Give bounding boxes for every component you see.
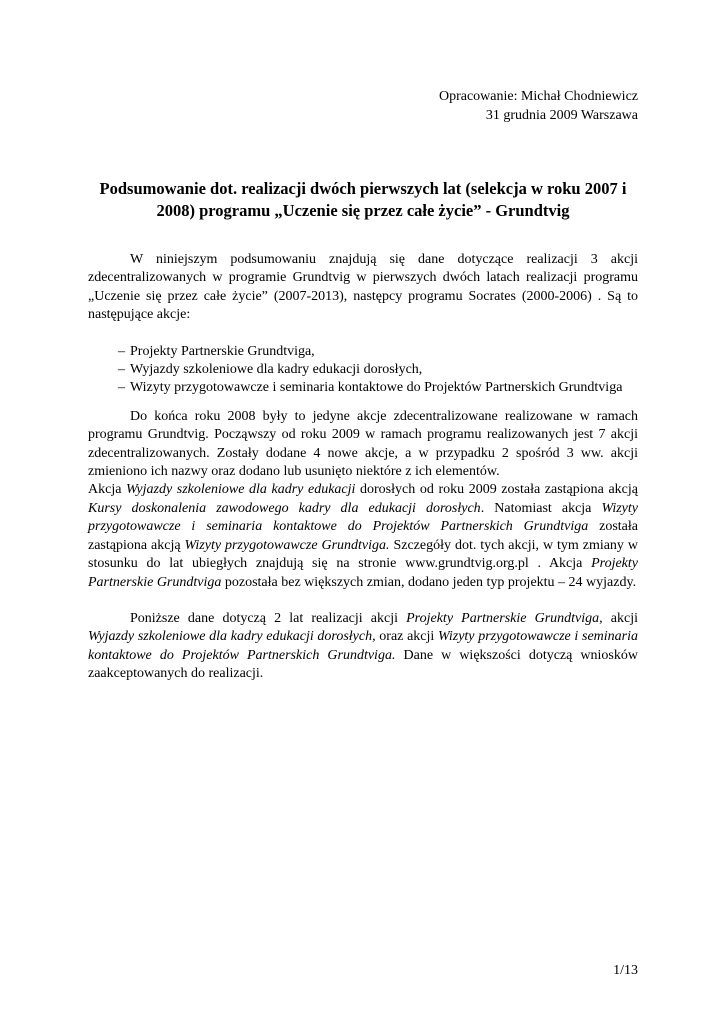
italic-action-name: Wizyty przygotowawcze i seminaria kontaktowe do Projektów Partnerskich Grundtviga. bbox=[88, 629, 639, 663]
text-run: akcji bbox=[602, 610, 638, 626]
text-run: Poniższe dane dotyczą 2 lat realizacji akcji bbox=[130, 610, 407, 626]
italic-action-name: Projekty Partnerskie Grundtviga bbox=[88, 556, 638, 590]
italic-action-name: Wizyty przygotowawcze Grundtviga. bbox=[184, 537, 390, 553]
data-scope-paragraph bbox=[88, 610, 638, 684]
text-run: pozostała bez większych zmian, dodano jeden typ projektu – 24 wyjazdy. bbox=[221, 574, 637, 590]
italic-action-name: Wyjazdy szkoleniowe dla kadry edukacji dorosłych bbox=[88, 629, 373, 645]
changes-paragraph: Do końca roku 2008 były to jedyne akcje zdecentralizowane realizowane w ramach programu Grundtvig. Począwszy od roku 2009 w ramach programu realizowanych jest 7 akcji zdecentralizowanych. Zostały dodane 4 nowe akcje, a w przypadku 2 spośród 3 ww. akcji zmieniono ich nazwy oraz dodano lub usunięto niektóre z ich elementów. bbox=[88, 408, 638, 480]
list-dash: – bbox=[118, 362, 125, 378]
text-run: , oraz akcji bbox=[372, 629, 438, 645]
list-item bbox=[88, 343, 638, 361]
list-dash: – bbox=[118, 380, 125, 396]
paragraph-gap bbox=[88, 592, 638, 610]
document-body bbox=[88, 251, 638, 684]
italic-action-name: Projekty Partnerskie Grundtviga, bbox=[406, 610, 603, 626]
replacements-paragraph bbox=[88, 481, 638, 591]
italic-action-name: Kursy doskonalenia zawodowego kadry dla edukacji dorosłych bbox=[88, 500, 481, 516]
text-run: została zastąpiona akcją bbox=[88, 519, 638, 553]
author-line: Opracowanie: Michał Chodniewicz bbox=[438, 89, 638, 104]
list-item-text: Projekty Partnerskie Grundtviga, bbox=[130, 343, 315, 359]
date-place-line: 31 grudnia 2009 Warszawa bbox=[485, 108, 638, 123]
list-dash: – bbox=[118, 343, 125, 359]
page-number: 1/13 bbox=[613, 963, 638, 978]
text-run: . Natomiast akcja bbox=[480, 500, 602, 516]
list-item-text: Wizyty przygotowawcze i seminaria kontaktowe do Projektów Partnerskich Grundtviga bbox=[130, 380, 623, 396]
document-header bbox=[439, 87, 638, 125]
actions-list bbox=[88, 343, 638, 398]
list-item bbox=[88, 379, 638, 397]
italic-action-name: Wizyty przygotowawcze i seminaria kontaktowe do Projektów Partnerskich Grundtviga bbox=[88, 500, 638, 535]
text-run: Dane w większości dotyczą wniosków zaakceptowanych do realizacji. bbox=[88, 647, 638, 682]
text-run: Akcja bbox=[88, 482, 127, 498]
document-title: Podsumowanie dot. realizacji dwóch pierwszych lat (selekcja w roku 2007 i 2008) programu „Uczenie się przez całe życie” - Grundtvig bbox=[99, 179, 627, 220]
list-item bbox=[88, 361, 638, 379]
text-run: dorosłych od roku 2009 została zastąpiona akcją bbox=[355, 482, 638, 498]
italic-action-name: Wyjazdy szkoleniowe dla kadry edukacji bbox=[126, 482, 356, 498]
list-item-text: Wyjazdy szkoleniowe dla kadry edukacji dorosłych, bbox=[130, 362, 423, 378]
intro-paragraph: W niniejszym podsumowaniu znajdują się dane dotyczące realizacji 3 akcji zdecentralizowanych w programie Grundtvig w pierwszych dwóch latach realizacji programu „Uczenie się przez całe życie” (2007-2013), następcy programu Socrates (2000-2006) . Są to następujące akcje: bbox=[88, 252, 638, 323]
text-run: Szczegóły dot. tych akcji, w tym zmiany w stosunku do lat ubiegłych znajdują się na stronie www.grundtvig.org.pl . Akcja bbox=[88, 537, 638, 572]
